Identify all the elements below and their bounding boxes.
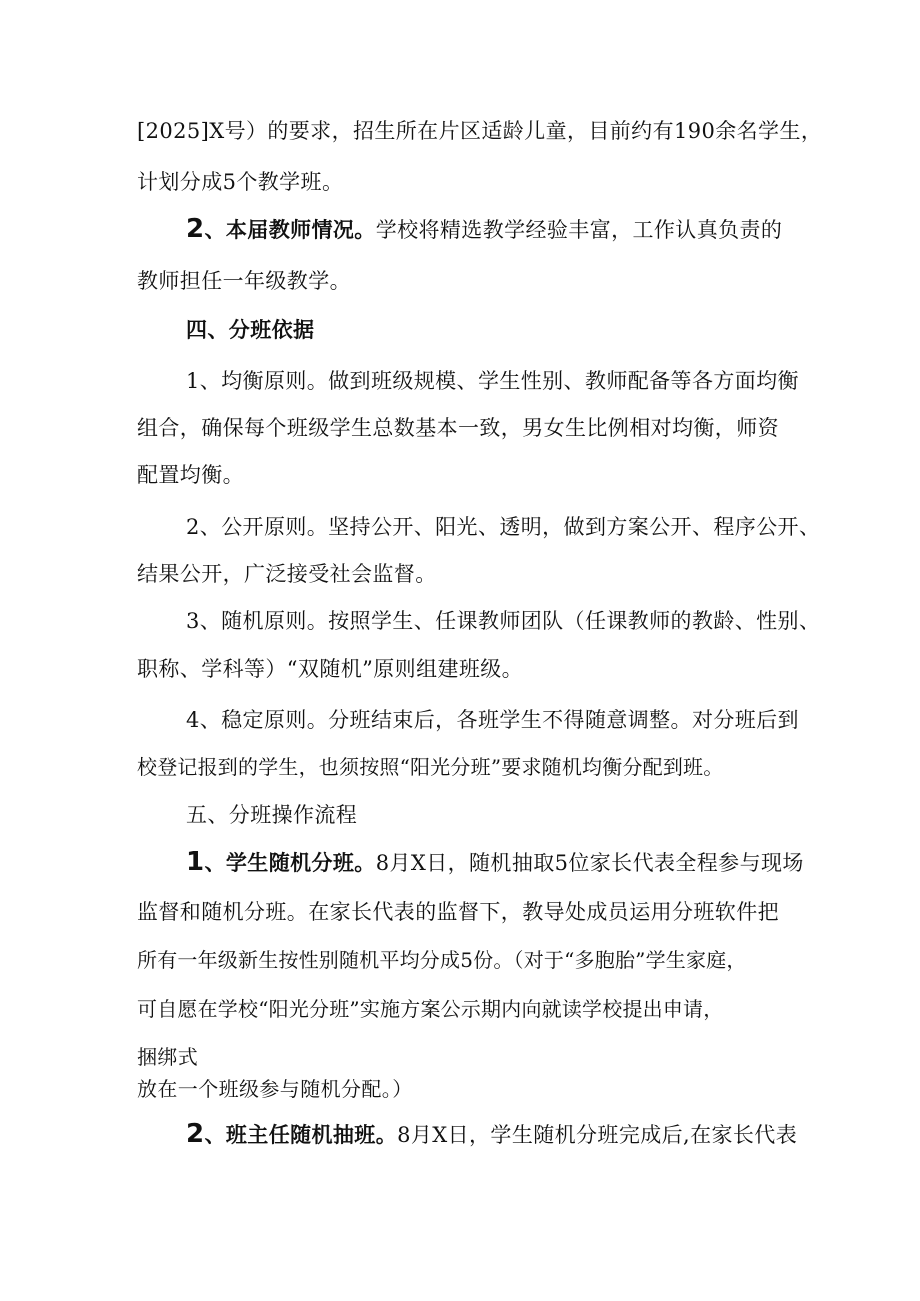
body-text-line: 计划分成5个教学班。 <box>137 170 344 194</box>
basis-item-line: 组合，确保每个班级学生总数基本一致，男女生比例相对均衡，师资 <box>137 416 779 440</box>
basis-item-line: 职称、学科等）“双随机”原则组建班级。 <box>137 657 524 681</box>
item-number: 2 <box>186 1119 205 1149</box>
basis-item-line: 2、公开原则。坚持公开、阳光、透明，做到方案公开、程序公开、 <box>186 515 821 539</box>
body-text-line: 监督和随机分班。在家长代表的监督下，教导处成员运用分班软件把 <box>137 900 779 924</box>
item-text: 8月X日，随机抽取5位家长代表全程参与现场 <box>375 851 804 875</box>
item-text: 8月X日，学生随机分班完成后,在家长代表 <box>397 1123 798 1147</box>
numbered-item-step1 <box>186 848 804 877</box>
basis-item-line: 结果公开，广泛接受社会监督。 <box>137 562 437 586</box>
item-title: 、班主任随机抽班。 <box>204 1122 398 1147</box>
item-title: 、本届教师情况。 <box>204 217 376 242</box>
section-heading: 四、分班依据 <box>186 317 315 342</box>
body-text-line: 捆绑式 <box>137 1045 199 1069</box>
item-title: 、学生随机分班。 <box>204 850 376 875</box>
basis-item-line: 4、稳定原则。分班结束后，各班学生不得随意调整。对分班后到 <box>186 708 799 732</box>
basis-item-line: 校登记报到的学生，也须按照“阳光分班”要求随机均衡分配到班。 <box>137 755 724 779</box>
basis-item-line: 1、均衡原则。做到班级规模、学生性别、教师配备等各方面均衡 <box>186 369 799 393</box>
numbered-item-step2 <box>186 1120 797 1149</box>
body-text-line: 教师担任一年级教学。 <box>137 269 351 293</box>
numbered-item-teachers <box>186 215 782 244</box>
body-text-line: 所有一年级新生按性别随机平均分成5份。（对于“多胞胎”学生家庭， <box>137 948 747 972</box>
body-text-line: 可自愿在学校“阳光分班”实施方案公示期内向就读学校提出申请， <box>137 997 724 1021</box>
basis-item-line: 配置均衡。 <box>137 463 244 487</box>
basis-item-line: 3、随机原则。按照学生、任课教师团队（任课教师的教龄、性别、 <box>186 609 821 633</box>
item-text: 学校将精选教学经验丰富，工作认真负责的 <box>375 218 783 242</box>
body-text-line: [2025]X号）的要求，招生所在片区适龄儿童，目前约有190余名学生， <box>137 119 823 143</box>
body-text-line: 放在一个班级参与随机分配。） <box>137 1077 413 1101</box>
item-number: 1 <box>186 847 205 877</box>
section-heading: 五、分班操作流程 <box>186 803 358 827</box>
item-number: 2 <box>186 214 205 244</box>
